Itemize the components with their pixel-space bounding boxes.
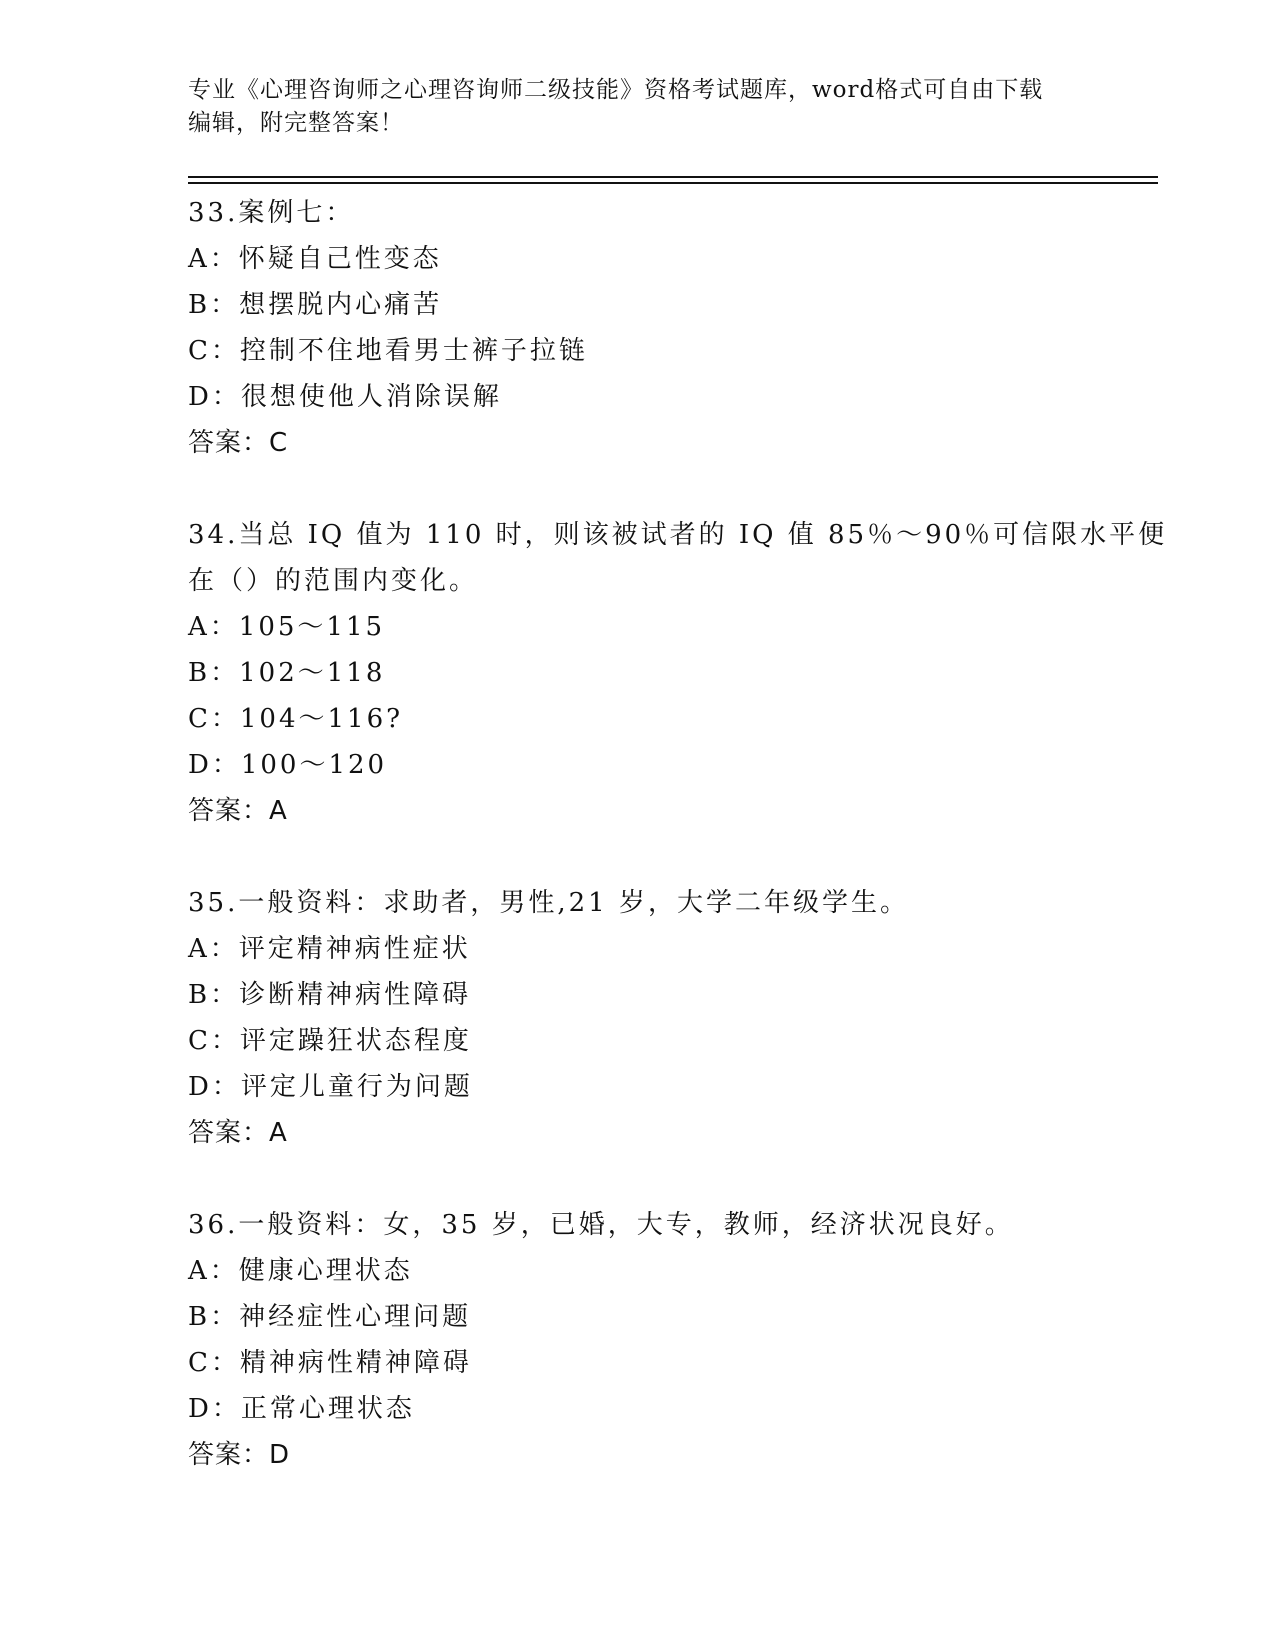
question-36	[188, 1202, 1168, 1478]
option-d: D：很想使他人消除误解	[188, 382, 502, 412]
option-d: D：正常心理状态	[188, 1394, 415, 1424]
option-c: C：评定躁狂状态程度	[188, 1026, 472, 1056]
answer-line: 答案：D	[188, 1440, 291, 1470]
option-a: A：健康心理状态	[188, 1256, 413, 1286]
option-c: C：104～116?	[188, 704, 404, 734]
option-b: B：想摆脱内心痛苦	[188, 290, 443, 320]
option-c: C：精神病性精神障碍	[188, 1348, 472, 1378]
option-d: D：100～120	[188, 750, 388, 780]
question-34	[188, 512, 1168, 834]
document-header	[188, 74, 1088, 140]
option-a: A：105～115	[188, 612, 386, 642]
header-line-2: 编辑，附完整答案！	[188, 110, 404, 136]
answer-line: 答案：C	[188, 428, 289, 458]
question-list	[188, 190, 1168, 1478]
header-line-1: 专业《心理咨询师之心理咨询师二级技能》资格考试题库，word格式可自由下载	[188, 77, 1044, 103]
question-title: 33.案例七：	[188, 198, 355, 228]
option-a: A：评定精神病性症状	[188, 934, 471, 964]
question-title-continued: 在（）的范围内变化。	[188, 566, 479, 596]
option-b: B：102～118	[188, 658, 386, 688]
option-b: B：神经症性心理问题	[188, 1302, 472, 1332]
option-d: D：评定儿童行为问题	[188, 1072, 473, 1102]
answer-line: 答案：A	[188, 796, 288, 826]
question-35	[188, 880, 1168, 1156]
option-a: A：怀疑自己性变态	[188, 244, 442, 274]
option-c: C：控制不住地看男士裤子拉链	[188, 336, 588, 366]
question-title: 34.当总 IQ 值为 110 时，则该被试者的 IQ 值 85％～90％可信限水平便	[188, 520, 1168, 550]
answer-line: 答案：A	[188, 1118, 288, 1148]
header-divider-bottom	[188, 182, 1158, 184]
header-divider-top	[188, 176, 1158, 178]
question-title: 36.一般资料：女，35 岁，已婚，大专，教师，经济状况良好。	[188, 1210, 1014, 1240]
question-33	[188, 190, 1168, 466]
option-b: B：诊断精神病性障碍	[188, 980, 472, 1010]
question-title: 35.一般资料：求助者，男性,21 岁，大学二年级学生。	[188, 888, 909, 918]
